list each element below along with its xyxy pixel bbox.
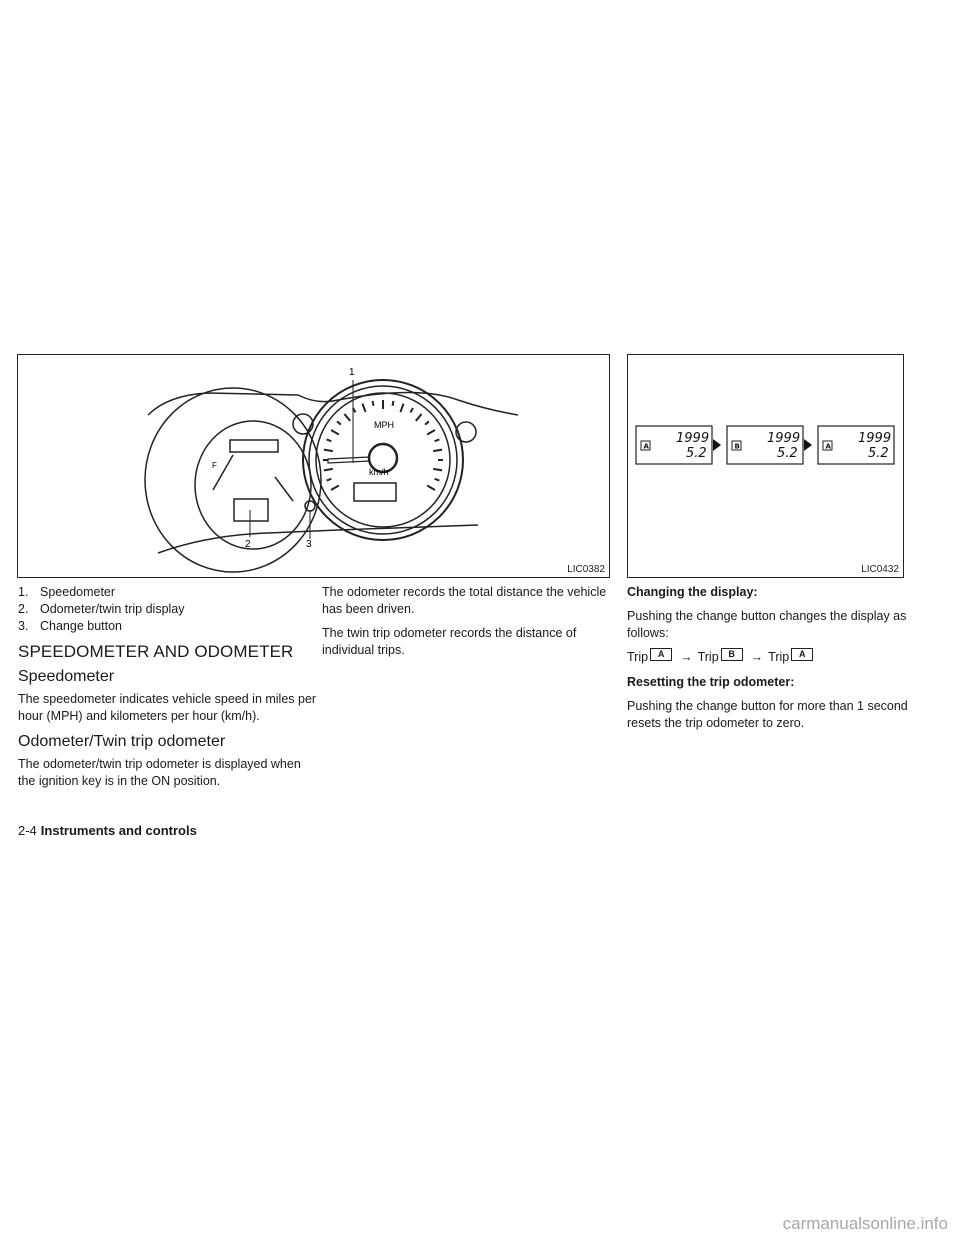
speedometer-tick [427,430,435,435]
instrument-cluster-drawing [18,355,611,579]
changing-body: Pushing the change button changes the display as follows: [627,609,907,640]
speedometer-tick [433,469,442,471]
display-3-bottom: 5.2 [868,446,889,461]
trip-sequence: Trip A → Trip B → Trip A [627,649,912,666]
display-2-top: 1999 [767,431,801,446]
speedometer-tick [435,439,440,441]
column-left [18,584,318,797]
display-1-bottom: 5.2 [686,446,707,461]
legend-item: 2. Odometer/twin trip display [18,602,185,616]
gauge-mph-label: MPH [374,420,394,430]
chapter-title: Instruments and controls [40,823,197,838]
callout-3: 3 [306,539,312,550]
display-1-mode: A [643,442,649,451]
speedometer-tick [393,401,394,406]
trip-a-badge: A [650,648,672,661]
resetting-heading: Resetting the trip odometer: [627,675,795,689]
figure-code: LIC0382 [567,564,605,575]
speedometer-tick [411,408,414,412]
trip-display-figure [627,354,904,578]
trip-odometer-description: The twin trip odometer records the distance of individual trips. [322,626,577,657]
resetting-body: Pushing the change button for more than 1 second resets the trip odometer to zero. [627,699,908,730]
changing-heading: Changing the display: [627,585,758,599]
trip-display-drawing [628,355,905,579]
watermark-text[interactable]: carmanualsonline.info [782,1214,948,1233]
callout-2: 2 [245,539,251,550]
odometer-body: The odometer/twin trip odometer is displayed when the ignition key is in the ON position. [18,757,301,788]
speedometer-tick [425,421,429,424]
arrow-icon: → [750,650,764,664]
figure-code: LIC0432 [861,564,899,575]
speedometer-tick [327,439,332,441]
instrument-cluster-figure [17,354,610,578]
speedometer-tick [327,479,332,481]
speedometer-heading: Speedometer [18,668,115,685]
speedometer-tick [362,404,365,412]
page-number: 2-4 [18,823,37,838]
section-title: SPEEDOMETER AND ODOMETER [18,642,294,661]
trip-b-badge: B [721,648,743,661]
speedometer-tick [435,479,440,481]
display-2-mode: B [734,442,740,451]
page-footer [18,823,197,838]
speedometer-tick [331,430,339,435]
display-1-top: 1999 [676,431,710,446]
speedometer-tick [324,450,333,452]
speedometer-tick [433,450,442,452]
trip-a-badge: A [791,648,813,661]
speedometer-body: The speedometer indicates vehicle speed in miles per hour (MPH) and kilometers per hour (km/h). [18,692,317,723]
display-2-bottom: 5.2 [777,446,798,461]
speedometer-tick [324,469,333,471]
speedometer-tick [416,414,422,421]
speedometer-tick [337,421,341,424]
gauge-kmh-label: km/h [369,467,389,477]
column-middle [322,584,612,666]
odometer-description: The odometer records the total distance the vehicle has been driven. [322,585,607,616]
arrow-icon: → [680,650,693,664]
fuel-gauge-label: F [212,461,217,470]
speedometer-tick [400,404,403,412]
legend-item: 3. Change button [18,619,123,633]
odometer-heading: Odometer/Twin trip odometer [18,733,226,750]
callout-1: 1 [349,367,355,378]
speedometer-tick [373,401,374,406]
display-3-top: 1999 [858,431,892,446]
display-3-mode: A [825,442,831,451]
legend-item: 1. Speedometer [18,585,116,599]
speedometer-tick [427,486,435,491]
speedometer-tick [331,486,339,491]
speedometer-tick [344,414,350,421]
column-right [627,584,912,739]
